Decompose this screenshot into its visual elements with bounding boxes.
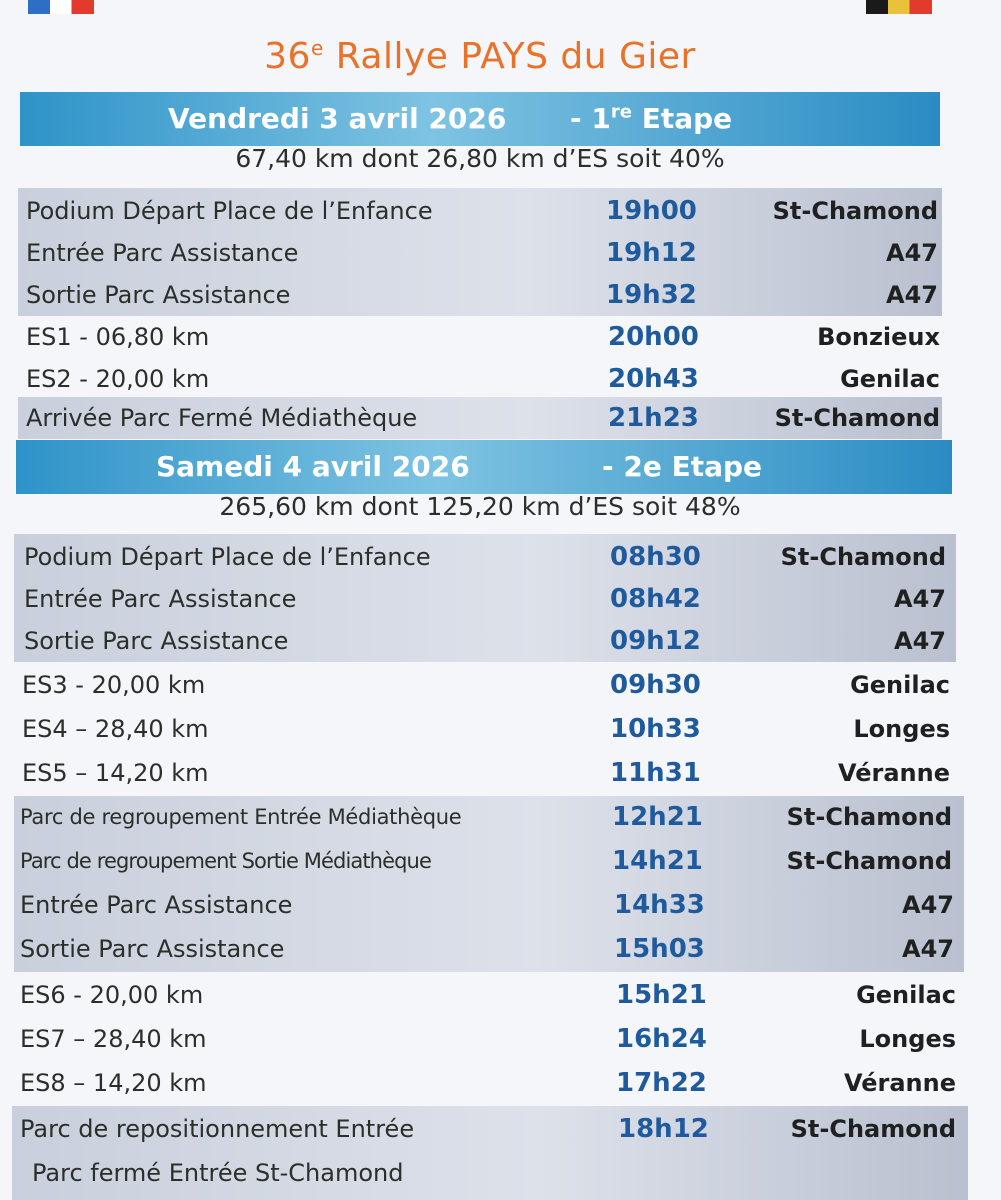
schedule-row [26, 232, 938, 275]
row-time: 18h12 [618, 1114, 709, 1144]
stage2-date: Samedi 4 avril 2026 [156, 450, 470, 483]
row-label: ES3 - 20,00 km [22, 671, 206, 699]
page-title: 36e Rallye PAYS du Gier [264, 36, 696, 77]
belgian-flag-icon [866, 0, 932, 14]
schedule-row [32, 1152, 952, 1195]
schedule-row [24, 578, 946, 621]
schedule-row [26, 397, 940, 440]
schedule-row [26, 358, 940, 401]
row-label: Arrivée Parc Fermé Médiathèque [26, 404, 418, 432]
row-label: Entrée Parc Assistance [20, 891, 293, 919]
row-place: Véranne [843, 1069, 956, 1097]
row-time: 09h30 [610, 670, 701, 700]
row-place: Longes [853, 715, 950, 743]
schedule-row [22, 752, 950, 795]
row-place: A47 [902, 935, 954, 963]
row-time: 19h12 [606, 238, 697, 268]
row-time: 14h33 [614, 890, 705, 920]
row-time: 08h30 [610, 542, 701, 572]
row-time: 10h33 [610, 714, 701, 744]
row-time: 08h42 [610, 584, 701, 614]
row-time: 19h32 [606, 280, 697, 310]
row-label: Podium Départ Place de l’Enfance [26, 197, 433, 225]
schedule-row [20, 1108, 956, 1151]
stage2-banner [16, 440, 952, 494]
row-label: ES2 - 20,00 km [26, 365, 210, 393]
row-place: St-Chamond [790, 1115, 956, 1143]
row-time: 16h24 [616, 1024, 707, 1054]
row-place: St-Chamond [780, 543, 946, 571]
row-place: St-Chamond [786, 847, 952, 875]
schedule-row [26, 274, 938, 317]
row-label: Parc de regroupement Entrée Médiathèque [20, 805, 462, 829]
schedule-row [20, 1062, 956, 1105]
row-place: A47 [902, 891, 954, 919]
row-place: A47 [894, 627, 946, 655]
row-time: 14h21 [612, 846, 703, 876]
row-label: Parc de repositionnement Entrée [20, 1115, 415, 1143]
stage1-date: Vendredi 3 avril 2026 [168, 102, 507, 135]
row-place: Genilac [840, 365, 940, 393]
row-label: Sortie Parc Assistance [24, 627, 289, 655]
row-label: Sortie Parc Assistance [20, 935, 285, 963]
row-label: Parc de regroupement Sortie Médiathèque [20, 849, 431, 873]
schedule-row [20, 796, 952, 839]
row-place: St-Chamond [786, 803, 952, 831]
stage1-banner [20, 92, 940, 146]
stage1-summary: 67,40 km dont 26,80 km d’ES soit 40% [235, 144, 725, 173]
row-label: Podium Départ Place de l’Enfance [24, 543, 431, 571]
stage2-stage: - 2e Etape [602, 450, 763, 483]
row-place: Genilac [856, 981, 956, 1009]
schedule-row [20, 974, 956, 1017]
row-place: A47 [886, 281, 938, 309]
schedule-row [20, 1018, 956, 1061]
row-place: Véranne [837, 759, 950, 787]
row-label: Entrée Parc Assistance [26, 239, 299, 267]
row-label: ES5 – 14,20 km [22, 759, 209, 787]
schedule-row [24, 536, 946, 579]
row-place: Genilac [850, 671, 950, 699]
row-label: ES1 - 06,80 km [26, 323, 210, 351]
row-label: Entrée Parc Assistance [24, 585, 297, 613]
row-label: ES8 – 14,20 km [20, 1069, 207, 1097]
row-time: 21h23 [608, 403, 699, 433]
row-time: 11h31 [610, 758, 701, 788]
row-time: 15h21 [616, 980, 707, 1010]
row-place: St-Chamond [772, 197, 938, 225]
row-label: ES6 - 20,00 km [20, 981, 204, 1009]
row-time: 19h00 [606, 196, 697, 226]
row-time: 20h00 [608, 322, 699, 352]
schedule-row [26, 316, 940, 359]
row-time: 09h12 [610, 626, 701, 656]
schedule-row [20, 840, 952, 883]
row-label: Parc fermé Entrée St-Chamond [32, 1159, 404, 1187]
schedule-row [22, 708, 950, 751]
schedule-row [20, 928, 954, 971]
row-place: A47 [886, 239, 938, 267]
row-label: Sortie Parc Assistance [26, 281, 291, 309]
row-place: St-Chamond [774, 404, 940, 432]
row-place: Bonzieux [817, 323, 940, 351]
row-label: ES7 – 28,40 km [20, 1025, 207, 1053]
french-flag-icon [28, 0, 94, 14]
schedule-row [26, 190, 938, 233]
schedule-row [20, 884, 954, 927]
row-time: 12h21 [612, 802, 703, 832]
row-time: 17h22 [616, 1068, 707, 1098]
schedule-row [24, 620, 946, 663]
row-time: 20h43 [608, 364, 699, 394]
row-label: ES4 – 28,40 km [22, 715, 209, 743]
schedule-row [22, 664, 950, 707]
row-place: A47 [894, 585, 946, 613]
stage1-stage: - 1re Etape [570, 101, 733, 135]
stage2-summary: 265,60 km dont 125,20 km d’ES soit 48% [219, 492, 741, 521]
row-time: 15h03 [614, 934, 705, 964]
row-place: Longes [859, 1025, 956, 1053]
